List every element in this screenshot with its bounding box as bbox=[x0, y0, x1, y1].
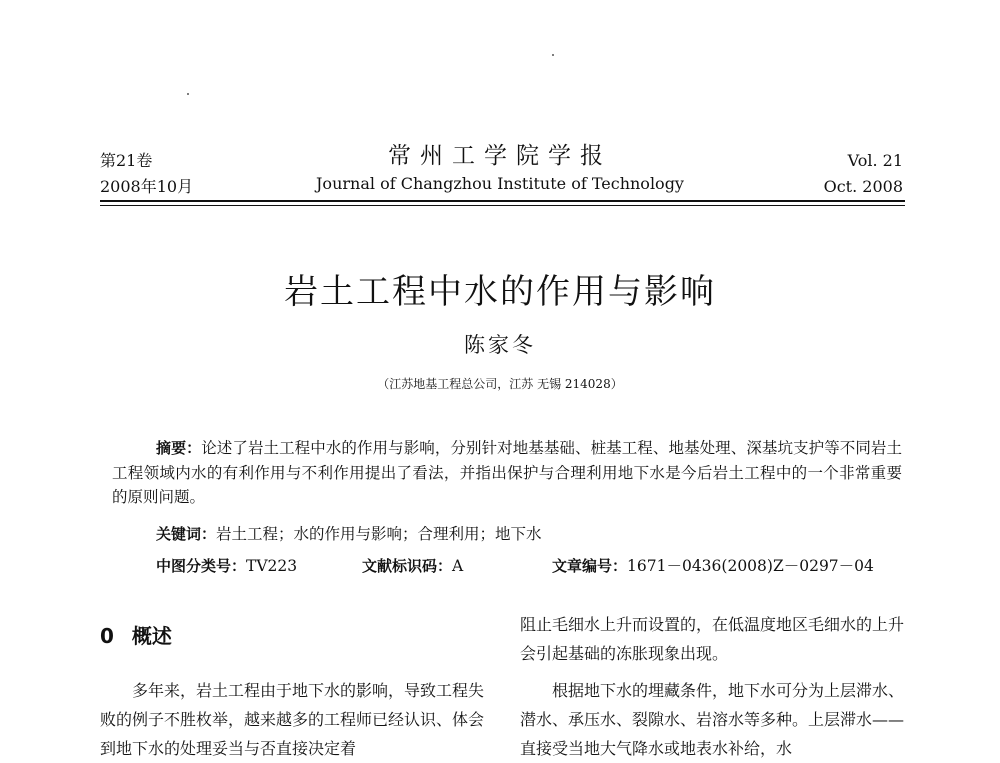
articleno-value: 1671－0436(2008)Z－0297－04 bbox=[627, 557, 874, 575]
abstract-label: 摘要： bbox=[156, 439, 202, 457]
document-code bbox=[362, 554, 463, 578]
volume-number: 第21卷 bbox=[100, 151, 153, 170]
doccode-value: A bbox=[452, 557, 464, 575]
article-number bbox=[552, 554, 874, 578]
header-right bbox=[824, 148, 903, 200]
volume-en: Vol. 21 bbox=[847, 151, 903, 170]
header-rule-thick bbox=[100, 200, 905, 202]
clc-number bbox=[156, 554, 297, 578]
author-affiliation: （江苏地基工程总公司，江苏 无锡 214028） bbox=[377, 377, 623, 391]
section-title: 概述 bbox=[131, 624, 172, 648]
doccode-label: 文献标识码： bbox=[362, 557, 453, 575]
body-right-column-para1: 阻止毛细水上升而设置的，在低温度地区毛细水的上升会引起基础的冻胀现象出现。 bbox=[520, 615, 905, 663]
keywords-text: 岩土工程；水的作用与影响；合理利用；地下水 bbox=[216, 525, 542, 543]
keywords-label: 关键词： bbox=[156, 525, 217, 543]
section-number: 0 bbox=[100, 624, 114, 648]
journal-name-cn: 常州工学院学报 bbox=[388, 143, 612, 169]
body-right-column-para2: 根据地下水的埋藏条件，地下水可分为上层滞水、潜水、承压水、裂隙水、岩溶水等多种。上层滞水——直接受当地大气降水或地表水补给，水 bbox=[520, 681, 905, 758]
abstract bbox=[112, 436, 902, 510]
paper-author: 陈家冬 bbox=[464, 333, 536, 357]
keywords bbox=[156, 522, 542, 546]
header-rule-thin bbox=[100, 205, 905, 206]
journal-name-en: Journal of Changzhou Institute of Technology bbox=[316, 174, 684, 193]
scan-speck bbox=[552, 54, 554, 56]
body-left-column: 多年来，岩土工程由于地下水的影响，导致工程失败的例子不胜枚举，越来越多的工程师已经认识、体会到地下水的处理妥当与否直接决定着 bbox=[100, 681, 485, 758]
scan-speck bbox=[187, 93, 189, 95]
articleno-label: 文章编号： bbox=[552, 557, 628, 575]
clc-value: TV223 bbox=[246, 557, 298, 575]
clc-label: 中图分类号： bbox=[156, 557, 247, 575]
paper-title: 岩土工程中水的作用与影响 bbox=[284, 272, 716, 312]
section-heading bbox=[100, 622, 172, 650]
issue-date: 2008年10月 bbox=[100, 177, 194, 196]
date-en: Oct. 2008 bbox=[823, 177, 903, 196]
abstract-text: 论述了岩土工程中水的作用与影响，分别针对地基基础、桩基工程、地基处理、深基坑支护等不同岩土工程领域内水的有利作用与不利作用提出了看法，并指出保护与合理利用地下水是今后岩土工程中的一个非常重要的原则问题。 bbox=[112, 439, 902, 506]
